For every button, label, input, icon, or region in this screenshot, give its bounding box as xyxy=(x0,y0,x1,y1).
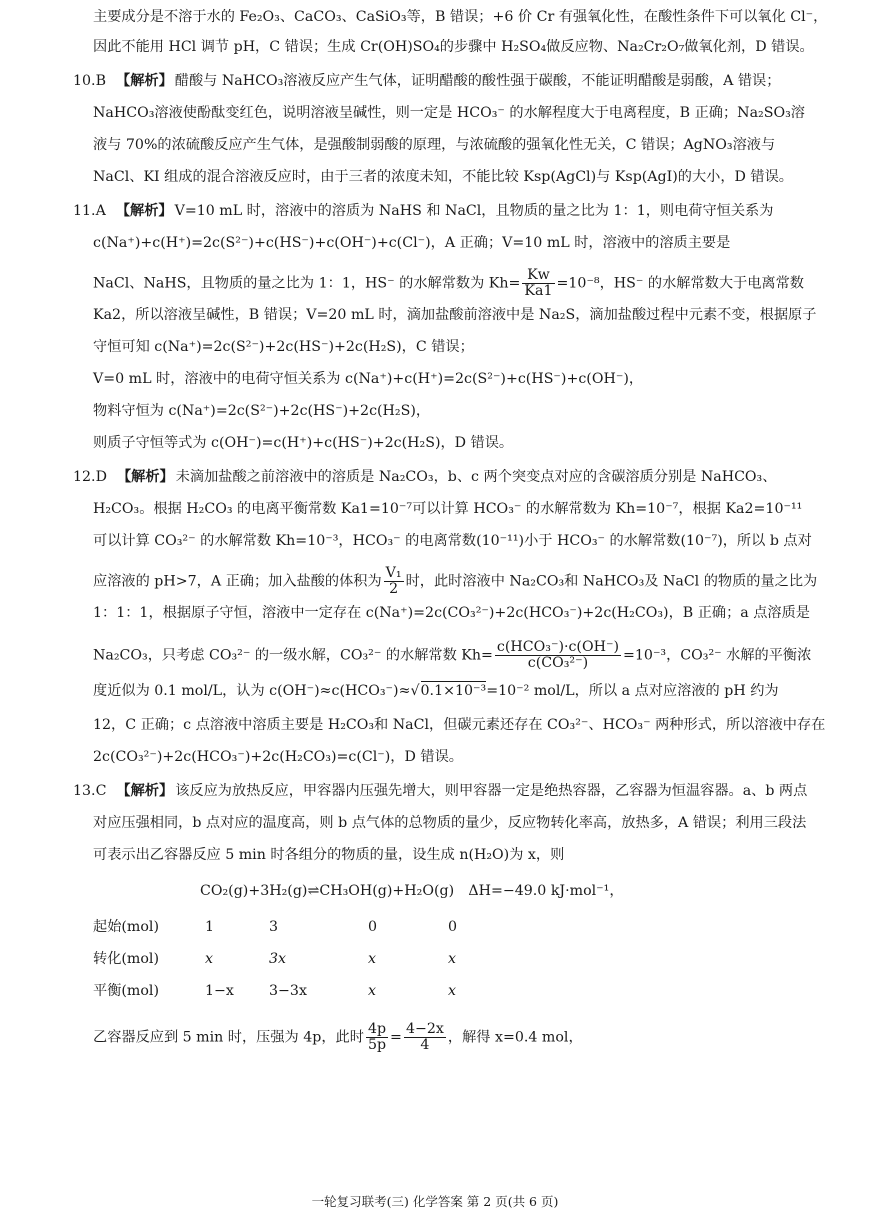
q13-line-1 xyxy=(73,780,807,804)
q12-line-4 xyxy=(93,565,818,597)
page-footer: 一轮复习联考(三) 化学答案 第 2 页(共 6 页) xyxy=(311,1194,559,1209)
q13-number: 13.C xyxy=(73,783,107,799)
q10-analysis-tag: 【解析】 xyxy=(116,73,173,89)
q12-line-9: 2c(CO₃²⁻)+2c(HCO₃⁻)+2c(H₂CO₃)=c(Cl⁻)，D 错误。 xyxy=(93,749,463,765)
q11-number: 11.A xyxy=(73,203,106,219)
mole-ratio-fraction xyxy=(404,1022,446,1053)
fraction-numerator: 4−2x xyxy=(405,1021,444,1037)
q11-line-3 xyxy=(93,267,804,299)
cell-ch3oh: x xyxy=(368,951,377,967)
q11-analysis-tag: 【解析】 xyxy=(115,203,173,219)
fraction-numerator: c(HCO₃⁻)·c(OH⁻) xyxy=(496,639,619,655)
q12-line-8: 12，C 正确；c 点溶液中溶质主要是 H₂CO₃和 NaCl，但碳元素还存在 CO₃²⁻、HCO₃⁻ 两种形式，所以溶液中存在 xyxy=(93,717,826,733)
equals-sign: = xyxy=(390,1029,402,1046)
q12-line-5: 1：1：1，根据原子守恒，溶液中一定存在 c(Na⁺)=2c(CO₃²⁻)+2c(HCO₃⁻)+2c(H₂CO₃)，B 正确；a 点溶质是 xyxy=(93,605,810,621)
row-label: 起始(mol) xyxy=(93,919,159,935)
fraction-numerator: 4p xyxy=(367,1021,387,1037)
q10-line-1 xyxy=(73,70,780,94)
q13-line-4 xyxy=(93,1021,583,1053)
q11-line-1 xyxy=(73,200,773,224)
q12-line-3: 可以计算 CO₃²⁻ 的水解常数 Kh=10⁻³，HCO₃⁻ 的电离常数(10⁻¹¹)小于 HCO₃⁻ 的水解常数(10⁻⁷)，所以 b 点对 xyxy=(93,533,812,549)
q13-line-3: 可表示出乙容器反应 5 min 时各组分的物质的量，设生成 n(H₂O)为 x，则 xyxy=(93,847,565,863)
q12-text-7a: 度近似为 0.1 mol/L，认为 c(OH⁻)≈c(HCO₃⁻)≈ xyxy=(93,683,411,699)
q11-line-8: 则质子守恒等式为 c(OH⁻)=c(H⁺)+c(HS⁻)+2c(H₂S)，D 错误。 xyxy=(93,435,514,451)
hydrolysis-constant-fraction xyxy=(495,640,621,671)
q12-line-7: 度近似为 0.1 mol/L，认为 c(OH⁻)≈c(HCO₃⁻)≈√0.1×10⁻³=10⁻² mol/L，所以 a 点对应溶液的 pH 约为 xyxy=(93,683,779,699)
q13-analysis-tag: 【解析】 xyxy=(116,783,174,799)
cell-ch3oh: x xyxy=(368,983,377,999)
q11-line-2: c(Na⁺)+c(H⁺)=2c(S²⁻)+c(HS⁻)+c(OH⁻)+c(Cl⁻)，A 正确；V=10 mL 时，溶液中的溶质主要是 xyxy=(93,235,731,251)
v1-over-2-fraction xyxy=(384,566,404,597)
fraction-denominator: 5p xyxy=(367,1037,387,1053)
q13-line-2: 对应压强相同，b 点对应的温度高，则 b 点气体的总物质的量少，反应物转化率高，放热多，A 错误；利用三段法 xyxy=(93,815,807,831)
fraction-numerator: V₁ xyxy=(385,565,402,581)
q12-line-6 xyxy=(93,639,812,671)
cell-h2: 3 xyxy=(269,919,279,935)
q13-text-4b: ，解得 x=0.4 mol， xyxy=(447,1029,583,1046)
pressure-ratio-fraction xyxy=(366,1022,388,1053)
q13-text-1: 该反应为放热反应，甲容器内压强先增大，则甲容器一定是绝热容器，乙容器为恒温容器。a、b 两点 xyxy=(175,783,808,799)
fraction-denominator: c(CO₃²⁻) xyxy=(527,655,589,671)
cell-h2o: x xyxy=(448,983,457,999)
row-label: 转化(mol) xyxy=(93,951,159,967)
q11-line-5: 守恒可知 c(Na⁺)=2c(S²⁻)+2c(HS⁻)+2c(H₂S)，C 错误； xyxy=(93,339,474,355)
q10-line-2: NaHCO₃溶液使酚酞变红色，说明溶液呈碱性，则一定是 HCO₃⁻ 的水解程度大于电离程度，B 正确；Na₂SO₃溶 xyxy=(93,105,805,121)
kw-over-ka1-fraction xyxy=(522,268,554,299)
q12-text-6b: =10⁻³，CO₃²⁻ 水解的平衡浓 xyxy=(623,647,812,664)
q12-line-2: H₂CO₃。根据 H₂CO₃ 的电离平衡常数 Ka1=10⁻⁷可以计算 HCO₃⁻ 的水解常数为 Kh=10⁻⁷，根据 Ka2=10⁻¹¹ xyxy=(93,501,803,517)
cell-co2: x xyxy=(205,951,214,967)
q12-analysis-tag: 【解析】 xyxy=(116,469,174,485)
q10-line-4: NaCl、KI 组成的混合溶液反应时，由于三者的浓度未知，不能比较 Ksp(AgCl)与 Ksp(AgI)的大小，D 错误。 xyxy=(93,169,793,185)
q11-line-7: 物料守恒为 c(Na⁺)=2c(S²⁻)+2c(HS⁻)+2c(H₂S)， xyxy=(93,403,431,419)
cell-h2o: 0 xyxy=(448,919,458,935)
q12-line-1 xyxy=(73,466,776,490)
q12-number: 12.D xyxy=(73,469,107,485)
cell-ch3oh: 0 xyxy=(368,919,378,935)
cell-co2: 1−x xyxy=(205,983,234,999)
q11-line-6: V=0 mL 时，溶液中的电荷守恒关系为 c(Na⁺)+c(H⁺)=2c(S²⁻)+c(HS⁻)+c(OH⁻)， xyxy=(93,371,644,387)
q9-line-1: 主要成分是不溶于水的 Fe₂O₃、CaCO₃、CaSiO₃等，B 错误；+6 价 Cr 有强氧化性，在酸性条件下可以氧化 Cl⁻， xyxy=(93,9,828,25)
cell-h2: 3−3x xyxy=(269,983,307,999)
fraction-denominator: Ka1 xyxy=(524,283,553,299)
q11-line-4: Ka2，所以溶液呈碱性，B 错误；V=20 mL 时，滴加盐酸前溶液中是 Na₂S，滴加盐酸过程中元素不变，根据原子 xyxy=(93,307,817,323)
reaction-equation: CO₂(g)+3H₂(g)⇌CH₃OH(g)+H₂O(g) ΔH=−49.0 kJ·mol⁻¹， xyxy=(200,883,624,899)
q12-text-6a: Na₂CO₃，只考虑 CO₃²⁻ 的一级水解，CO₃²⁻ 的水解常数 Kh= xyxy=(93,647,493,664)
q10-text-1: 醋酸与 NaHCO₃溶液反应产生气体，证明醋酸的酸性强于碳酸，不能证明醋酸是弱酸，A 错误； xyxy=(174,73,781,89)
q11-text-1: V=10 mL 时，溶液中的溶质为 NaHS 和 NaCl，且物质的量之比为 1：1，则电荷守恒关系为 xyxy=(174,203,774,219)
q12-text-7b: =10⁻² mol/L，所以 a 点对应溶液的 pH 约为 xyxy=(486,683,779,699)
cell-h2o: x xyxy=(448,951,457,967)
square-root-expression: 0.1×10⁻³ xyxy=(420,683,487,699)
q11-text-3b: =10⁻⁸，HS⁻ 的水解常数大于电离常数 xyxy=(556,275,804,292)
q13-text-4a: 乙容器反应到 5 min 时，压强为 4p，此时 xyxy=(93,1029,364,1046)
q9-line-2: 因此不能用 HCl 调节 pH，C 错误；生成 Cr(OH)SO₄的步骤中 H₂SO₄做反应物、Na₂Cr₂O₇做氧化剂，D 错误。 xyxy=(93,39,814,55)
q11-text-3a: NaCl、NaHS，且物质的量之比为 1：1，HS⁻ 的水解常数为 Kh= xyxy=(93,275,521,292)
fraction-numerator: Kw xyxy=(522,268,554,284)
fraction-denominator: 2 xyxy=(389,581,399,597)
row-label: 平衡(mol) xyxy=(93,983,159,999)
q12-text-1: 未滴加盐酸之前溶液中的溶质是 Na₂CO₃，b、c 两个突变点对应的含碳溶质分别是 NaHCO₃、 xyxy=(175,469,777,485)
cell-co2: 1 xyxy=(205,919,215,935)
q12-text-4a: 应溶液的 pH>7，A 正确；加入盐酸的体积为 xyxy=(93,573,382,590)
q12-text-4b: 时，此时溶液中 Na₂CO₃和 NaHCO₃及 NaCl 的物质的量之比为 xyxy=(405,573,818,590)
cell-h2: 3x xyxy=(269,951,287,967)
fraction-denominator: 4 xyxy=(420,1037,430,1053)
q10-line-3: 液与 70%的浓硫酸反应产生气体，是强酸制弱酸的原理，与浓硫酸的强氧化性无关，C 错误；AgNO₃溶液与 xyxy=(93,137,776,153)
q10-number: 10.B xyxy=(73,73,106,89)
